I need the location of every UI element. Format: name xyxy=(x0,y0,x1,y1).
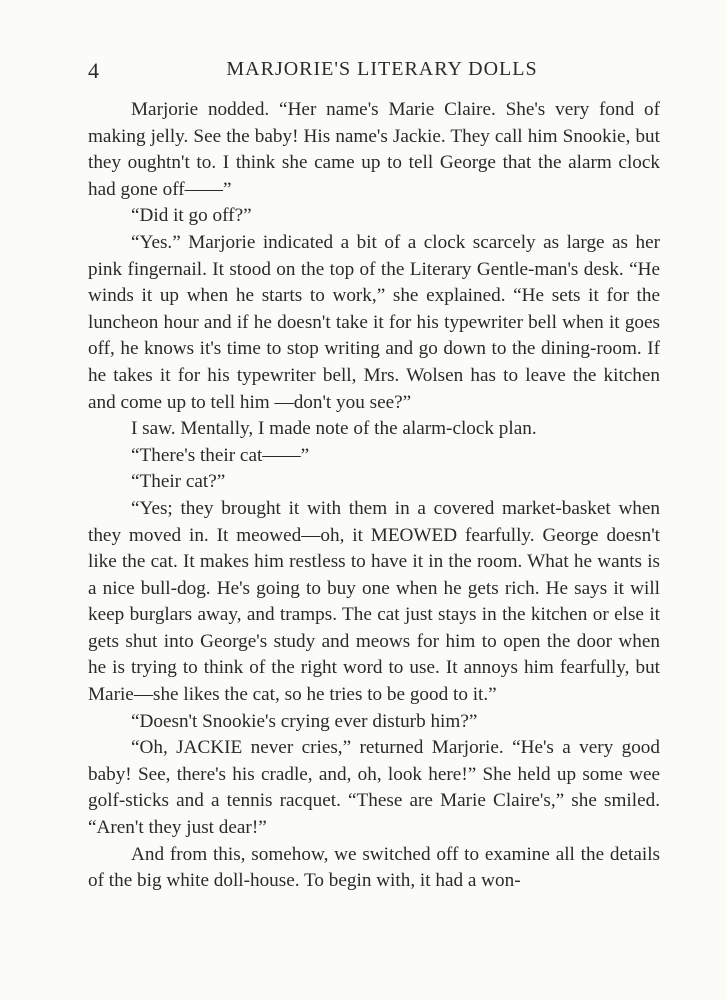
paragraph: Marjorie nodded. “Her name's Marie Claire. She's very fond of making jelly. See the baby! His name's Jackie. They call him Snookie, but they oughtn't to. I think she came up to tell George that the alarm clock had gone off——” xyxy=(88,99,660,200)
page-header xyxy=(88,58,660,88)
paragraph: And from this, somehow, we switched off to examine all the details of the big white doll-house. To begin with, it had a won- xyxy=(88,843,660,892)
paragraph: “Doesn't Snookie's crying ever disturb him?” xyxy=(131,710,478,732)
paragraph: “There's their cat——” xyxy=(131,444,310,466)
paragraph: I saw. Mentally, I made note of the alarm-clock plan. xyxy=(131,418,537,440)
body-text xyxy=(88,97,660,895)
paragraph: “Oh, JACKIE never cries,” returned Marjorie. “He's a very good baby! See, there's his cradle, and, oh, look here!” She held up some wee golf-sticks and a tennis racquet. “These are Marie Claire's,” she smiled. “Aren't they just dear!” xyxy=(88,737,660,839)
paragraph: “Did it go off?” xyxy=(131,205,252,227)
paragraph: “Their cat?” xyxy=(131,471,226,493)
paragraph: “Yes.” Marjorie indicated a bit of a clock scarcely as large as her pink fingernail. It stood on the top of the Literary Gentle-man's desk. “He winds it up when he starts to work,” she explained. “He sets it for the luncheon hour and if he doesn't take it for his typewriter bell when it goes off, he knows it's time to stop writing and go down to the dining-room. If he takes it for his typewriter bell, Mrs. Wolsen has to leave the kitchen and come up to tell him —don't you see?” xyxy=(88,231,660,413)
page-number: 4 xyxy=(88,58,99,83)
paragraph: “Yes; they brought it with them in a covered market-basket when they moved in. It meowed—oh, it MEOWED fearfully. George doesn't like the cat. It makes him restless to have it in the room. What he wants is a nice bull-dog. He's going to buy one when he gets rich. He says it will keep burglars away, and tramps. The cat just stays in the kitchen or else it gets shut into George's study and meows for him to open the door when he is trying to think of the right word to use. It annoys him fearfully, but Marie—she likes the cat, so he tries to be good to it.” xyxy=(88,497,660,706)
running-title: MARJORIE'S LITERARY DOLLS xyxy=(226,58,538,80)
